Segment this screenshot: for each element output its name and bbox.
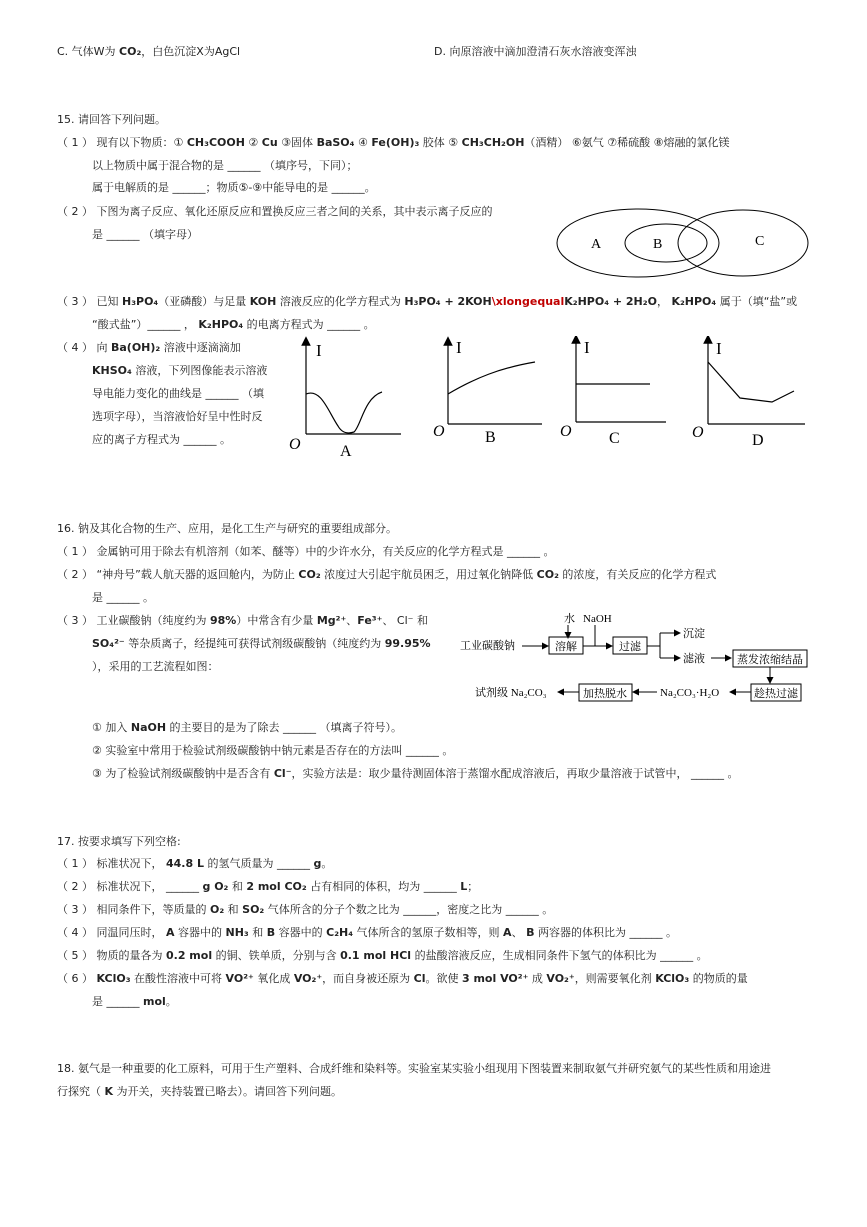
flow-dehyd: 加热脱水 bbox=[583, 688, 627, 700]
formula: NaOH bbox=[130, 721, 167, 734]
q16-part2 bbox=[57, 568, 716, 582]
formula: VO₂⁺ bbox=[546, 972, 575, 985]
text: 的主要目的是为了除去 ______ （填离子符号）。 bbox=[166, 721, 403, 734]
text: 成 bbox=[528, 972, 547, 985]
q17-part6 bbox=[57, 972, 748, 986]
curve-a bbox=[306, 392, 382, 433]
text: 容器中的 bbox=[275, 926, 327, 939]
text: （ 5 ） 物质的量各为 bbox=[57, 949, 166, 962]
text: 的物质的量 bbox=[689, 972, 748, 985]
text: 的氢气质量为 ______ bbox=[203, 857, 314, 870]
formula: VO₂⁺ bbox=[293, 972, 323, 985]
flow-hotfilter: 趁热过滤 bbox=[754, 688, 798, 700]
text: ； bbox=[467, 880, 479, 893]
text: 。 bbox=[321, 857, 333, 870]
formula: KClO₃ bbox=[96, 972, 131, 985]
text: 等杂质离子，经提纯可获得试剂级碳酸钠（纯度约为 bbox=[124, 637, 385, 650]
formula: CH₃COOH bbox=[186, 136, 245, 149]
formula: 44.8 L bbox=[165, 857, 204, 870]
text: 溶液反应的化学方程式为 bbox=[276, 295, 405, 308]
formula: Fe³⁺ bbox=[357, 614, 383, 627]
formula: K₂HPO₄ + 2H₂O bbox=[564, 295, 657, 308]
flow-raw: 工业碳酸钠 bbox=[460, 640, 515, 652]
origin-label: O bbox=[692, 424, 704, 441]
flow-evap: 蒸发浓缩结晶 bbox=[737, 654, 803, 666]
text: （ 6 ） bbox=[57, 972, 97, 985]
formula: Ba(OH)₂ bbox=[111, 341, 161, 354]
flow-product: 试剂级 Na₂CO₃ bbox=[475, 687, 547, 699]
flow-water: 水 bbox=[564, 613, 575, 625]
curve-b bbox=[448, 362, 535, 394]
text: 气体所含的氢原子数相等，则 bbox=[353, 926, 504, 939]
graph-c bbox=[558, 336, 678, 461]
q15-part3-line2 bbox=[92, 318, 375, 332]
text: （ 1 ） 标准状况下， bbox=[57, 857, 166, 870]
formula: 99.95% bbox=[384, 637, 431, 650]
formula: B bbox=[266, 926, 276, 939]
formula: B bbox=[526, 926, 535, 939]
text: 。 bbox=[165, 995, 177, 1008]
formula: g O₂ bbox=[202, 880, 229, 893]
text: （ 2 ） 标准状况下， ______ bbox=[57, 880, 203, 893]
text: ）中常含有少量 bbox=[236, 614, 317, 627]
text: ，则需要氧化剂 bbox=[574, 972, 656, 985]
text: 的电离方程式为 ______ 。 bbox=[243, 318, 375, 331]
flow-filtrate: 滤液 bbox=[683, 653, 705, 665]
formula: SO₄²⁻ bbox=[92, 637, 125, 650]
formula: A bbox=[503, 926, 512, 939]
text: ② bbox=[244, 136, 262, 149]
formula: K bbox=[104, 1085, 114, 1098]
process-flowchart bbox=[455, 605, 815, 707]
ellipse-b bbox=[625, 224, 707, 262]
text: 氧化成 bbox=[253, 972, 294, 985]
formula: CO₂ bbox=[536, 568, 559, 581]
y-axis-label: I bbox=[716, 339, 722, 358]
y-axis-label: I bbox=[316, 341, 322, 360]
graph-label-c: C bbox=[609, 430, 620, 447]
formula: 98% bbox=[209, 614, 237, 627]
text: 、 bbox=[346, 614, 358, 627]
q15-part1-line3: 属于电解质的是 ______；物质⑤-⑨中能导电的是 ______。 bbox=[92, 181, 376, 194]
formula: H₃PO₄ bbox=[122, 295, 159, 308]
formula: Mg²⁺ bbox=[316, 614, 347, 627]
text: 占有相同的体积，均为 ______ bbox=[306, 880, 461, 893]
q15-part1 bbox=[57, 136, 730, 150]
formula: K₂HPO₄ bbox=[671, 295, 717, 308]
graph-b bbox=[430, 336, 550, 461]
formula: KOH bbox=[249, 295, 277, 308]
q17-part3 bbox=[57, 903, 553, 917]
q15-part4-line4: 选项字母），当溶液恰好呈中性时反 bbox=[92, 410, 263, 423]
q16-sub1 bbox=[92, 721, 402, 735]
formula: BaSO₄ bbox=[316, 136, 355, 149]
formula: C₂H₄ bbox=[326, 926, 354, 939]
y-axis-label: I bbox=[456, 338, 462, 357]
formula: Cl⁻ bbox=[273, 767, 292, 780]
q17-heading: 17. 按要求填写下列空格: bbox=[57, 835, 181, 848]
text: （亚磷酸）与足量 bbox=[158, 295, 250, 308]
text: （酒精） ⑥氨气 ⑦稀硫酸 ⑧熔融的氯化镁 bbox=[524, 136, 730, 149]
text: ，而自身被还原为 bbox=[322, 972, 414, 985]
formula: A bbox=[165, 926, 175, 939]
graph-label-b: B bbox=[485, 429, 496, 446]
text: （ 1 ） 现有以下物质：① bbox=[57, 136, 187, 149]
q16-part2-line2: 是 ______ 。 bbox=[92, 591, 154, 604]
curve-d bbox=[708, 362, 794, 402]
y-axis-label: I bbox=[584, 338, 590, 357]
text: ④ bbox=[354, 136, 372, 149]
q15-part2-line2: 是 ______ （填字母） bbox=[92, 228, 198, 241]
text: （ 4 ） 同温同压时， bbox=[57, 926, 166, 939]
q16-part3 bbox=[57, 614, 428, 628]
q17-part4 bbox=[57, 926, 677, 940]
venn-diagram bbox=[555, 205, 815, 285]
ellipse-c bbox=[678, 210, 808, 276]
graph-d bbox=[690, 336, 815, 461]
text: （ 3 ） 工业碳酸钠（纯度约为 bbox=[57, 614, 210, 627]
text: 属于（填“盐”或 bbox=[716, 295, 798, 308]
formula: O₂ bbox=[209, 903, 225, 916]
formula: 2 mol CO₂ bbox=[246, 880, 307, 893]
text: 为开关，夹持装置已略去）。请回答下列问题。 bbox=[113, 1085, 343, 1098]
formula: KHSO₄ bbox=[92, 364, 132, 377]
flow-hydrate: Na₂CO₃·H₂O bbox=[660, 687, 720, 699]
text: （ 3 ） 已知 bbox=[57, 295, 122, 308]
q15-part2: （ 2 ） 下图为离子反应、氧化还原反应和置换反应三者之间的关系，其中表示离子反应的 bbox=[57, 205, 493, 218]
text: 行探究（ bbox=[57, 1085, 105, 1098]
formula: NH₃ bbox=[225, 926, 249, 939]
formula: Cu bbox=[261, 136, 278, 149]
q15-part3 bbox=[57, 295, 797, 309]
flow-dissolve: 溶解 bbox=[555, 641, 577, 653]
q16-sub3 bbox=[92, 767, 739, 781]
option-c-text: C. 气体W为 bbox=[57, 45, 120, 58]
formula: Cl bbox=[413, 972, 426, 985]
formula: K₂HPO₄ bbox=[198, 318, 244, 331]
option-c bbox=[57, 45, 240, 59]
graph-a bbox=[286, 336, 406, 461]
formula: 3 mol VO²⁺ bbox=[461, 972, 529, 985]
formula: 0.1 mol HCl bbox=[340, 949, 412, 962]
text: 的盐酸溶液反应，生成相同条件下氢气的体积比为 ______ 。 bbox=[411, 949, 708, 962]
q16-part1: （ 1 ） 金属钠可用于除去有机溶剂（如苯、醚等）中的少许水分，有关反应的化学方程式是 ______ 。 bbox=[57, 545, 555, 558]
q17-part6-line2 bbox=[92, 995, 177, 1009]
q15-part4-line5: 应的离子方程式为 ______ 。 bbox=[92, 433, 231, 446]
q17-part1 bbox=[57, 857, 332, 871]
formula: L bbox=[460, 880, 468, 893]
q18-line1: 18. 氨气是一种重要的化工原料，可用于生产塑料、合成纤维和染料等。实验室某实验小组现用下图装置来制取氨气并研究氨气的某些性质和用途进 bbox=[57, 1062, 771, 1075]
formula: SO₂ bbox=[242, 903, 265, 916]
text: ③固体 bbox=[277, 136, 317, 149]
q16-heading: 16. 钠及其化合物的生产、应用，是化工生产与研究的重要组成部分。 bbox=[57, 522, 397, 535]
text: ③ 为了检验试剂级碳酸钠中是否含有 bbox=[92, 767, 274, 780]
text: 浓度过大引起宇航员困乏，用过氧化钠降低 bbox=[320, 568, 537, 581]
flow-precip: 沉淀 bbox=[683, 628, 705, 640]
formula: CH₃CH₂OH bbox=[461, 136, 525, 149]
venn-label-a: A bbox=[591, 237, 602, 252]
q16-sub2: ② 实验室中常用于检验试剂级碳酸钠中钠元素是否存在的方法叫 ______ 。 bbox=[92, 744, 454, 757]
q15-part4-line2 bbox=[92, 364, 267, 378]
formula: CO₂ bbox=[298, 568, 321, 581]
q15-part4-line3: 导电能力变化的曲线是 ______ （填 bbox=[92, 387, 264, 400]
formula: mol bbox=[143, 995, 166, 1008]
q15-part1-line2: 以上物质中属于混合物的是 ______ （填序号，下同）； bbox=[92, 159, 358, 172]
text: 、 bbox=[511, 926, 527, 939]
text: 的铜、铁单质，分别与含 bbox=[212, 949, 341, 962]
text: 和 bbox=[248, 926, 267, 939]
q17-part2 bbox=[57, 880, 478, 894]
formula: g bbox=[313, 857, 322, 870]
q17-part5 bbox=[57, 949, 708, 963]
venn-label-b: B bbox=[653, 237, 663, 252]
text: 气体所含的分子个数之比为 ______，密度之比为 ______ 。 bbox=[264, 903, 554, 916]
text: ， bbox=[656, 295, 672, 308]
text: 的浓度，有关反应的化学方程式 bbox=[558, 568, 717, 581]
venn-label-c: C bbox=[755, 234, 765, 249]
text: “酸式盐”）______ ， bbox=[92, 318, 199, 331]
formula: VO²⁺ bbox=[225, 972, 254, 985]
q15-part4 bbox=[57, 341, 241, 355]
text: （ 3 ） 相同条件下，等质量的 bbox=[57, 903, 210, 916]
text: ① 加入 bbox=[92, 721, 131, 734]
formula: H₃PO₄ + 2KOH bbox=[404, 295, 492, 308]
origin-label: O bbox=[560, 423, 572, 440]
graph-label-a: A bbox=[340, 443, 352, 460]
latex-artifact: \xlongequal bbox=[491, 295, 565, 308]
text: ，实验方法是：取少量待测固体溶于蒸馏水配成溶液后，再取少量溶液于试管中， ______ 。 bbox=[291, 767, 739, 780]
formula: Fe(OH)₃ bbox=[371, 136, 420, 149]
text: 溶液中逐滴滴加 bbox=[160, 341, 241, 354]
text: 两容器的体积比为 ______ 。 bbox=[534, 926, 677, 939]
origin-label: O bbox=[433, 423, 445, 440]
text: 容器中的 bbox=[174, 926, 226, 939]
text: 在酸性溶液中可将 bbox=[130, 972, 226, 985]
text: 、 Cl⁻ 和 bbox=[382, 614, 428, 627]
origin-label: O bbox=[289, 436, 301, 453]
q18-line2 bbox=[57, 1085, 342, 1099]
option-d: D. 向原溶液中滴加澄清石灰水溶液变浑浊 bbox=[434, 45, 637, 58]
text: 和 bbox=[228, 880, 247, 893]
q16-part3-line2 bbox=[92, 637, 431, 651]
formula: CO₂ bbox=[119, 45, 142, 58]
formula: 0.2 mol bbox=[165, 949, 213, 962]
q15-heading: 15. 请回答下列问题。 bbox=[57, 113, 166, 126]
text: 。欲使 bbox=[425, 972, 462, 985]
text: （ 4 ） 向 bbox=[57, 341, 111, 354]
ellipse-a bbox=[557, 209, 719, 277]
formula: KClO₃ bbox=[655, 972, 690, 985]
graph-label-d: D bbox=[752, 432, 764, 449]
q16-part3-line3: ），采用的工艺流程如图： bbox=[92, 660, 219, 673]
text: 胶体 ⑤ bbox=[419, 136, 462, 149]
option-c-text: ，白色沉淀X为AgCl bbox=[141, 45, 241, 58]
flow-filter: 过滤 bbox=[619, 641, 641, 653]
text: 溶液，下列图像能表示溶液 bbox=[131, 364, 268, 377]
text: （ 2 ） “神舟号”载人航天器的返回舱内，为防止 bbox=[57, 568, 299, 581]
flow-naoh: NaOH bbox=[583, 613, 612, 625]
text: 和 bbox=[224, 903, 243, 916]
text: 是 ______ bbox=[92, 995, 143, 1008]
